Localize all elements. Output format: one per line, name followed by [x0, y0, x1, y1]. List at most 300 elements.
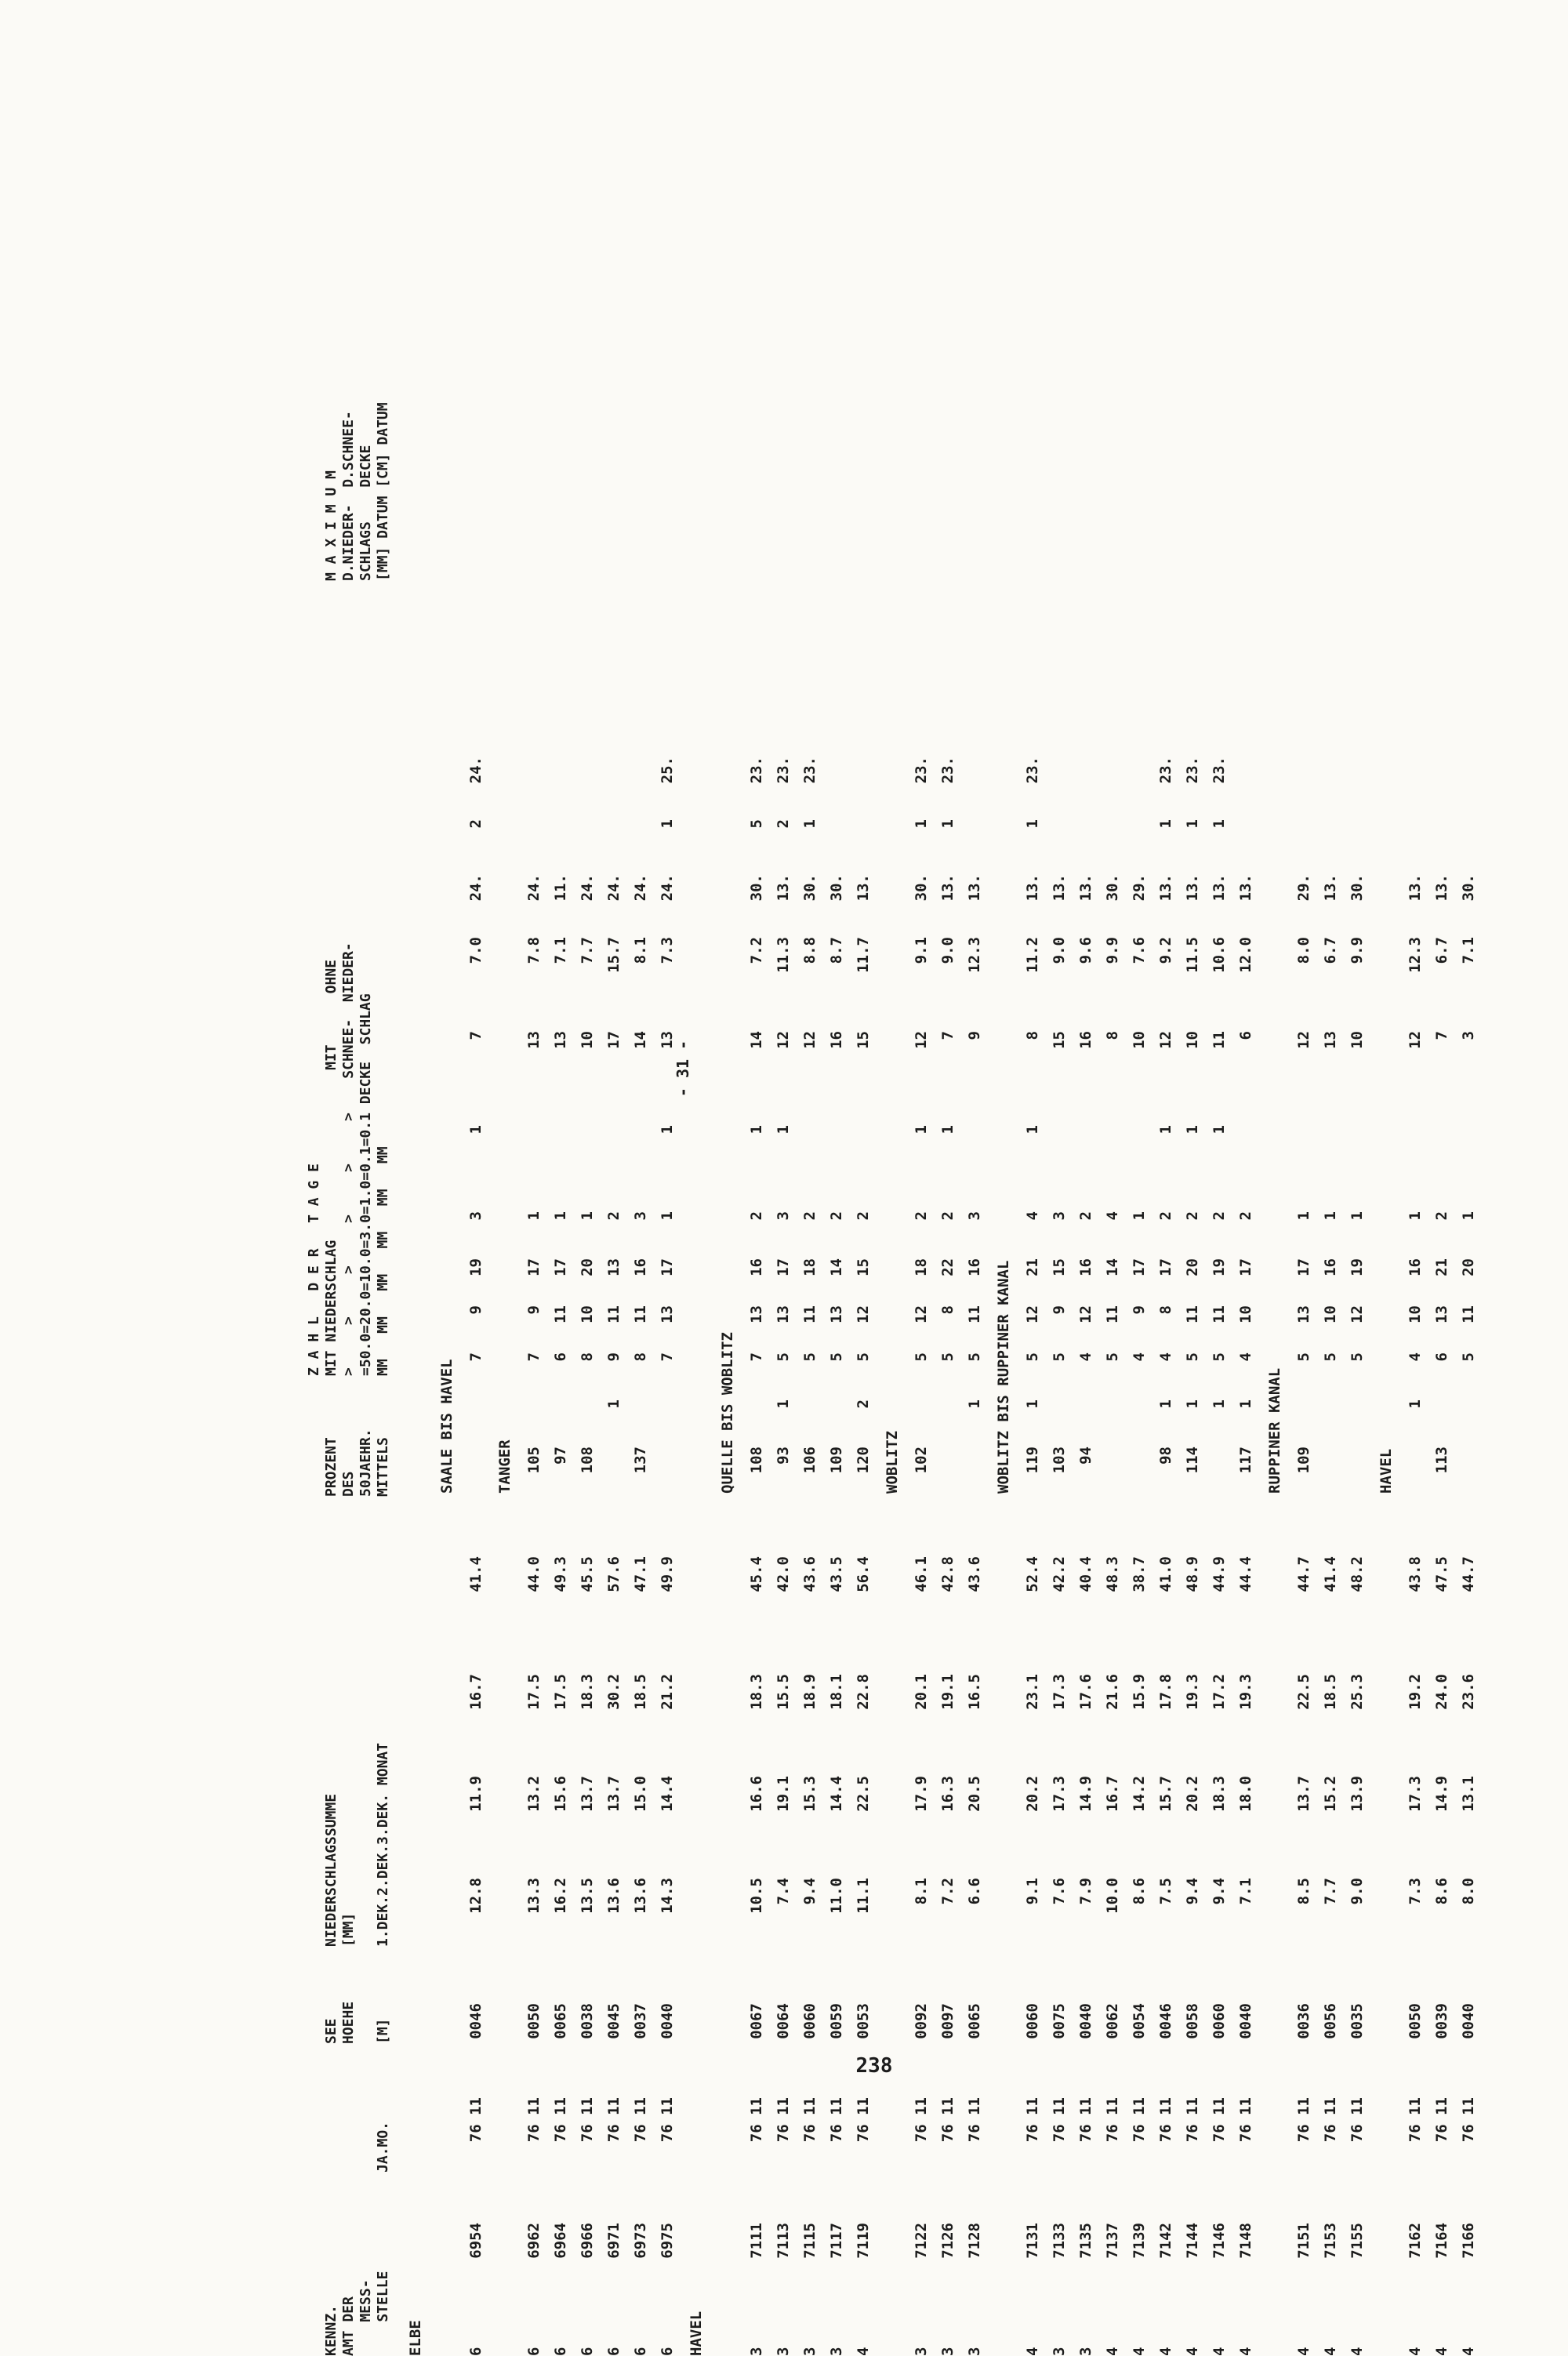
table-cell: 16 [1077, 1258, 1094, 1276]
table-cell: 15 [1051, 1258, 1068, 1276]
table-cell: 7131 [1024, 2223, 1041, 2259]
table-cell: 7162 [1406, 2223, 1424, 2259]
table-cell: 24. [467, 874, 485, 902]
table-cell: 43.6 [801, 1556, 818, 1592]
table-cell: 6971 [605, 2223, 622, 2259]
table-cell: 9.0 [939, 937, 956, 964]
table-cell: 76 11 [1348, 2097, 1366, 2143]
table-row [463, 145, 489, 2356]
table-cell: 1 [579, 1211, 596, 1221]
table-cell: 11 [1104, 1305, 1121, 1323]
table-cell: 6 [552, 1352, 569, 1362]
table-cell: 76 11 [1210, 2097, 1228, 2143]
table-cell: 5 [828, 1352, 845, 1362]
table-cell: 76 11 [1024, 2097, 1041, 2143]
table-cell: 76 11 [1051, 2097, 1068, 2143]
table-cell: 76 11 [1077, 2097, 1094, 2143]
table-cell: 13. [1210, 874, 1228, 902]
table-cell: 13.7 [1295, 1776, 1312, 1812]
table-cell: 76 11 [1104, 2097, 1121, 2143]
table-cell: 0050 [1406, 2003, 1424, 2039]
table-cell: 24. [579, 874, 596, 902]
table-cell: 3 [748, 2347, 765, 2356]
table-cell: 10 [1237, 1305, 1254, 1323]
table-cell: 10 [1322, 1305, 1339, 1323]
table-cell: 7 [939, 1031, 956, 1040]
table-cell: 30. [913, 874, 930, 902]
table-cell: 8 [579, 1352, 596, 1362]
table-cell: 19 [1348, 1258, 1366, 1276]
table-cell: 49.9 [659, 1556, 676, 1592]
table-cell: 13.6 [605, 1878, 622, 1914]
table-cell: 47.1 [632, 1556, 649, 1592]
table-cell: 11 [1210, 1305, 1228, 1323]
table-cell: 3 [1051, 1211, 1068, 1221]
table-cell: 7 [1433, 1031, 1450, 1040]
table-cell: 48.2 [1348, 1556, 1366, 1592]
table-cell: 105 [525, 1447, 543, 1474]
table-cell: 14 [632, 1031, 649, 1049]
table-cell: 6 [1237, 1031, 1254, 1040]
table-cell: 7.1 [1237, 1878, 1254, 1905]
table-cell: 11. [552, 874, 569, 902]
table-cell: 11.0 [828, 1878, 845, 1914]
table-cell: 11 [632, 1305, 649, 1323]
table-cell: 1 [1157, 1399, 1174, 1409]
table-cell: 30. [1348, 874, 1366, 902]
table-cell: 6954 [467, 2223, 485, 2259]
table-row [574, 145, 601, 2356]
table-cell: 2 [467, 819, 485, 829]
table-cell: 13.1 [1460, 1776, 1477, 1812]
table-cell: 5 [1348, 1352, 1366, 1362]
table-row [521, 145, 547, 2356]
table-cell: 24. [605, 874, 622, 902]
table-cell: 23. [1184, 757, 1201, 784]
table-cell: 4 [1406, 1352, 1424, 1362]
table-cell: 1 [1157, 1125, 1174, 1134]
table-cell: 3 [775, 1211, 792, 1221]
table-cell: 20.5 [966, 1776, 983, 1812]
table-cell: 49.3 [552, 1556, 569, 1592]
table-cell: 8.6 [1433, 1878, 1450, 1905]
header-amt: KENNZ. AMT DER MESS- STELLE [323, 2271, 391, 2356]
table-cell: 14 [748, 1031, 765, 1049]
table-cell: 9.9 [1348, 937, 1366, 964]
table-cell: 25.3 [1348, 1674, 1366, 1710]
table-cell: 16 [1077, 1031, 1094, 1049]
table-cell: 13 [828, 1305, 845, 1323]
table-cell: 7.1 [1460, 937, 1477, 964]
table-cell: 19 [467, 1258, 485, 1276]
table-cell: 9.6 [1077, 937, 1094, 964]
table-cell: 24. [525, 874, 543, 902]
table-cell: 76 11 [605, 2097, 622, 2143]
table-cell: 6 [579, 2347, 596, 2356]
table-cell: 16.7 [1104, 1776, 1121, 1812]
table-cell: 13 [1295, 1305, 1312, 1323]
table-cell: 0060 [1210, 2003, 1228, 2039]
table-cell: 3 [828, 2347, 845, 2356]
table-cell: 17.9 [913, 1776, 930, 1812]
table-cell: 1 [605, 1399, 622, 1409]
table-cell: 20.2 [1024, 1776, 1041, 1812]
table-cell: 7133 [1051, 2223, 1068, 2259]
table-cell: 8 [1024, 1031, 1041, 1040]
table-cell: 29. [1131, 874, 1148, 902]
table-cell: 0046 [1157, 2003, 1174, 2039]
table-cell: 24. [632, 874, 649, 902]
table-cell: 19.3 [1184, 1674, 1201, 1710]
table-cell: 18 [801, 1258, 818, 1276]
table-cell: 7113 [775, 2223, 792, 2259]
table-cell: 4 [1210, 2347, 1228, 2356]
table-header [110, 145, 392, 2356]
table-cell: 16.7 [467, 1674, 485, 1710]
table-cell: 24.0 [1433, 1674, 1450, 1710]
table-cell: 0059 [828, 2003, 845, 2039]
table-cell: 1 [552, 1211, 569, 1221]
table-row [1179, 145, 1206, 2356]
table-cell: 14.3 [659, 1878, 676, 1914]
table-cell: 10 [1184, 1031, 1201, 1049]
table-cell: 4 [1237, 2347, 1254, 2356]
table-cell: 15.2 [1322, 1776, 1339, 1812]
table-cell: 10 [579, 1031, 596, 1049]
table-cell: 7111 [748, 2223, 765, 2259]
table-cell: 76 11 [828, 2097, 845, 2143]
table-cell: 14 [828, 1258, 845, 1276]
table-cell: 8.6 [1131, 1878, 1148, 1905]
table-row [1073, 145, 1099, 2356]
table-row [1152, 145, 1179, 2356]
table-cell: 1 [748, 1125, 765, 1134]
table-cell: 18.0 [1237, 1776, 1254, 1812]
table-cell: 17.6 [1077, 1674, 1094, 1710]
table-cell: 13. [1322, 874, 1339, 902]
table-cell: 18.5 [632, 1674, 649, 1710]
table-row [601, 145, 627, 2356]
table-cell: 8 [632, 1352, 649, 1362]
table-cell: 76 11 [1460, 2097, 1477, 2143]
table-cell: 10.5 [748, 1878, 765, 1914]
table-cell: 7 [525, 1352, 543, 1362]
table-cell: 9.0 [1051, 937, 1068, 964]
table-cell: 7 [467, 1031, 485, 1040]
table-cell: 15 [1051, 1031, 1068, 1049]
table-cell: 6973 [632, 2223, 649, 2259]
table-cell: 6964 [552, 2223, 569, 2259]
table-cell: 5 [748, 819, 765, 829]
table-cell: 1 [1184, 819, 1201, 829]
table-cell: 7153 [1322, 2223, 1339, 2259]
table-cell: 2 [748, 1211, 765, 1221]
table-cell: 0065 [552, 2003, 569, 2039]
table-cell: 0092 [913, 2003, 930, 2039]
table-cell: 18.3 [748, 1674, 765, 1710]
table-cell: 76 11 [801, 2097, 818, 2143]
table-cell: 76 11 [1237, 2097, 1254, 2143]
table-cell: 43.8 [1406, 1556, 1424, 1592]
table-cell: 4 [855, 2347, 872, 2356]
table-cell: 1 [801, 819, 818, 829]
table-cell: 7122 [913, 2223, 930, 2259]
table-cell: 12 [1077, 1305, 1094, 1323]
table-cell: 7119 [855, 2223, 872, 2259]
table-cell: 17 [775, 1258, 792, 1276]
table-cell: 13. [1406, 874, 1424, 902]
table-cell: 1 [1322, 1211, 1339, 1221]
table-cell: 0075 [1051, 2003, 1068, 2039]
table-cell: 13. [1024, 874, 1041, 902]
table-cell: 94 [1077, 1447, 1094, 1465]
page-number: 238 [855, 2054, 893, 2078]
table-cell: 25. [659, 757, 676, 784]
section-subtitle: QUELLE BIS WOBLITZ [719, 1332, 736, 1494]
table-cell: 38.7 [1131, 1556, 1148, 1592]
table-cell: 23. [801, 757, 818, 784]
table-cell: 8.7 [828, 937, 845, 964]
table-cell: 7117 [828, 2223, 845, 2259]
table-cell: 5 [801, 1352, 818, 1362]
table-cell: 14.4 [659, 1776, 676, 1812]
table-cell: 0053 [855, 2003, 872, 2039]
table-cell: 14.2 [1131, 1776, 1148, 1812]
table-cell: 4 [1077, 1352, 1094, 1362]
table-cell: 13 [605, 1258, 622, 1276]
table-cell: 5 [855, 1352, 872, 1362]
table-cell: 13.7 [579, 1776, 596, 1812]
table-cell: 0097 [939, 2003, 956, 2039]
table-cell: 15.5 [775, 1674, 792, 1710]
table-cell: 0064 [775, 2003, 792, 2039]
table-cell: 1 [659, 1211, 676, 1221]
table-cell: 17 [605, 1031, 622, 1049]
table-cell: 13.3 [525, 1878, 543, 1914]
table-cell: 12 [913, 1305, 930, 1323]
table-cell: 3 [1051, 2347, 1068, 2356]
table-cell: 5 [1184, 1352, 1201, 1362]
table-cell: 15.3 [801, 1776, 818, 1812]
table-cell: 9 [605, 1352, 622, 1362]
table-cell: 2 [855, 1211, 872, 1221]
table-cell: 44.0 [525, 1556, 543, 1592]
table-cell: 13 [552, 1031, 569, 1049]
table-cell: 76 11 [748, 2097, 765, 2143]
table-cell: 9.4 [1184, 1878, 1201, 1905]
table-cell: 1 [1024, 819, 1041, 829]
table-cell: 23. [775, 757, 792, 784]
table-cell: 0040 [1237, 2003, 1254, 2039]
table-cell: 11 [605, 1305, 622, 1323]
table-cell: 1 [775, 1125, 792, 1134]
table-row [908, 145, 935, 2356]
table-cell: 22 [939, 1258, 956, 1276]
table-cell: 3 [939, 2347, 956, 2356]
table-cell: 5 [775, 1352, 792, 1362]
header-see: SEE HOEHE [M] [323, 2001, 391, 2044]
page-header: - 31 - [673, 1040, 692, 1098]
table-cell: 98 [1157, 1447, 1174, 1465]
table-cell: 117 [1237, 1447, 1254, 1474]
rotated-table [110, 145, 1477, 2356]
table-cell: 108 [579, 1447, 596, 1474]
table-cell: 13.2 [525, 1776, 543, 1812]
table-row [1455, 145, 1482, 2356]
table-cell: 9.4 [801, 1878, 818, 1905]
section-title: ELBE [407, 2320, 424, 2356]
table-cell: 16 [966, 1258, 983, 1276]
table-cell: 0045 [605, 2003, 622, 2039]
table-cell: 23. [939, 757, 956, 784]
table-cell: 9 [966, 1031, 983, 1040]
table-cell: 13.9 [1348, 1776, 1366, 1812]
table-cell: 76 11 [913, 2097, 930, 2143]
table-cell: 13 [1433, 1305, 1450, 1323]
table-cell: 7.1 [552, 937, 569, 964]
table-cell: 12.3 [966, 937, 983, 973]
table-cell: 21 [1433, 1258, 1450, 1276]
table-cell: 41.4 [467, 1556, 485, 1592]
table-cell: 12.8 [467, 1878, 485, 1914]
table-cell: 12.3 [1406, 937, 1424, 973]
table-cell: 4 [1024, 1211, 1041, 1221]
table-cell: 8.5 [1295, 1878, 1312, 1905]
table-cell: 0040 [1077, 2003, 1094, 2039]
table-cell: 1 [939, 1125, 956, 1134]
table-cell: 0054 [1131, 2003, 1148, 2039]
table-cell: 76 11 [1131, 2097, 1148, 2143]
table-cell: 7 [467, 1352, 485, 1362]
table-cell: 1 [1406, 1399, 1424, 1409]
table-cell: 11.3 [775, 937, 792, 973]
table-cell: 1 [1237, 1399, 1254, 1409]
table-cell: 1 [1024, 1125, 1041, 1134]
table-cell: 0062 [1104, 2003, 1121, 2039]
table-cell: 76 11 [1157, 2097, 1174, 2143]
table-cell: 0040 [659, 2003, 676, 2039]
table-cell: 76 11 [1184, 2097, 1201, 2143]
table-cell: 8.1 [913, 1878, 930, 1905]
table-cell: 12 [775, 1031, 792, 1049]
table-cell: 9.4 [1210, 1878, 1228, 1905]
table-cell: 2 [939, 1211, 956, 1221]
table-cell: 114 [1184, 1447, 1201, 1474]
table-cell: 7.8 [525, 937, 543, 964]
table-cell: 7.0 [467, 937, 485, 964]
table-cell: 9.1 [913, 937, 930, 964]
table-cell: 7135 [1077, 2223, 1094, 2259]
table-cell: 11.7 [855, 937, 872, 973]
table-row [1206, 145, 1232, 2356]
table-cell: 17 [1157, 1258, 1174, 1276]
table-cell: 5 [939, 1352, 956, 1362]
table-cell: 0067 [748, 2003, 765, 2039]
table-row [743, 145, 770, 2356]
table-cell: 57.6 [605, 1556, 622, 1592]
table-cell: 7.3 [1406, 1878, 1424, 1905]
table-cell: 4 [1131, 1352, 1148, 1362]
table-row [654, 145, 681, 2356]
table-cell: 14.9 [1077, 1776, 1094, 1812]
table-cell: 11.2 [1024, 937, 1041, 973]
table-row [547, 145, 574, 2356]
table-cell: 13. [775, 874, 792, 902]
table-cell: 23. [913, 757, 930, 784]
table-cell: 3 [1460, 1031, 1477, 1040]
table-cell: 76 11 [1406, 2097, 1424, 2143]
table-cell: 93 [775, 1447, 792, 1465]
table-cell: 16.2 [552, 1878, 569, 1914]
table-cell: 76 11 [467, 2097, 485, 2143]
table-row [1046, 145, 1073, 2356]
table-cell: 7142 [1157, 2223, 1174, 2259]
table-cell: 22.8 [855, 1674, 872, 1710]
table-cell: 17 [1295, 1258, 1312, 1276]
table-cell: 9 [525, 1305, 543, 1315]
table-cell: 97 [552, 1447, 569, 1465]
table-cell: 16 [748, 1258, 765, 1276]
table-row [823, 145, 850, 2356]
table-cell: 3 [632, 1211, 649, 1221]
table-cell: 12 [1406, 1031, 1424, 1049]
table-cell: 2 [913, 1211, 930, 1221]
table-cell: 5 [1210, 1352, 1228, 1362]
table-row [1428, 145, 1455, 2356]
table-cell: 29. [1295, 874, 1312, 902]
table-cell: 19.2 [1406, 1674, 1424, 1710]
table-cell: 8.0 [1460, 1878, 1477, 1905]
table-row [1019, 145, 1046, 2356]
table-cell: 76 11 [525, 2097, 543, 2143]
table-cell: 8.8 [801, 937, 818, 964]
table-body [400, 145, 1482, 2356]
table-cell: 15.7 [1157, 1776, 1174, 1812]
table-cell: 4 [1157, 1352, 1174, 1362]
table-cell: 18.1 [828, 1674, 845, 1710]
table-cell: 3 [966, 2347, 983, 2356]
table-row [1317, 145, 1344, 2356]
table-cell: 8 [1104, 1031, 1121, 1040]
table-cell: 13. [1433, 874, 1450, 902]
table-cell: 76 11 [966, 2097, 983, 2143]
table-row [961, 145, 988, 2356]
table-cell: 19.3 [1237, 1674, 1254, 1710]
table-cell: 1 [1157, 819, 1174, 829]
table-cell: 7137 [1104, 2223, 1121, 2259]
table-cell: 13.7 [605, 1776, 622, 1812]
table-cell: 13 [659, 1031, 676, 1049]
table-cell: 0050 [525, 2003, 543, 2039]
table-cell: 3 [913, 2347, 930, 2356]
table-row [1402, 145, 1428, 2356]
header-maximum: M A X I M U M D.NIEDER- D.SCHNEE- SCHLAGS DECKE [MM] DATUM [CM] DATUM [323, 402, 391, 581]
table-cell: 0039 [1433, 2003, 1450, 2039]
table-cell: 76 11 [1295, 2097, 1312, 2143]
table-cell: 120 [855, 1447, 872, 1474]
table-cell: 13 [1322, 1031, 1339, 1049]
table-cell: 23. [1157, 757, 1174, 784]
table-cell: 7.4 [775, 1878, 792, 1905]
table-cell: 3 [1077, 2347, 1094, 2356]
table-cell: 30. [801, 874, 818, 902]
table-cell: 0038 [579, 2003, 596, 2039]
table-cell: 4 [1433, 2347, 1450, 2356]
table-cell: 23. [1024, 757, 1041, 784]
section-title: HAVEL [688, 2311, 705, 2356]
table-cell: 42.2 [1051, 1556, 1068, 1592]
table-cell: 76 11 [939, 2097, 956, 2143]
